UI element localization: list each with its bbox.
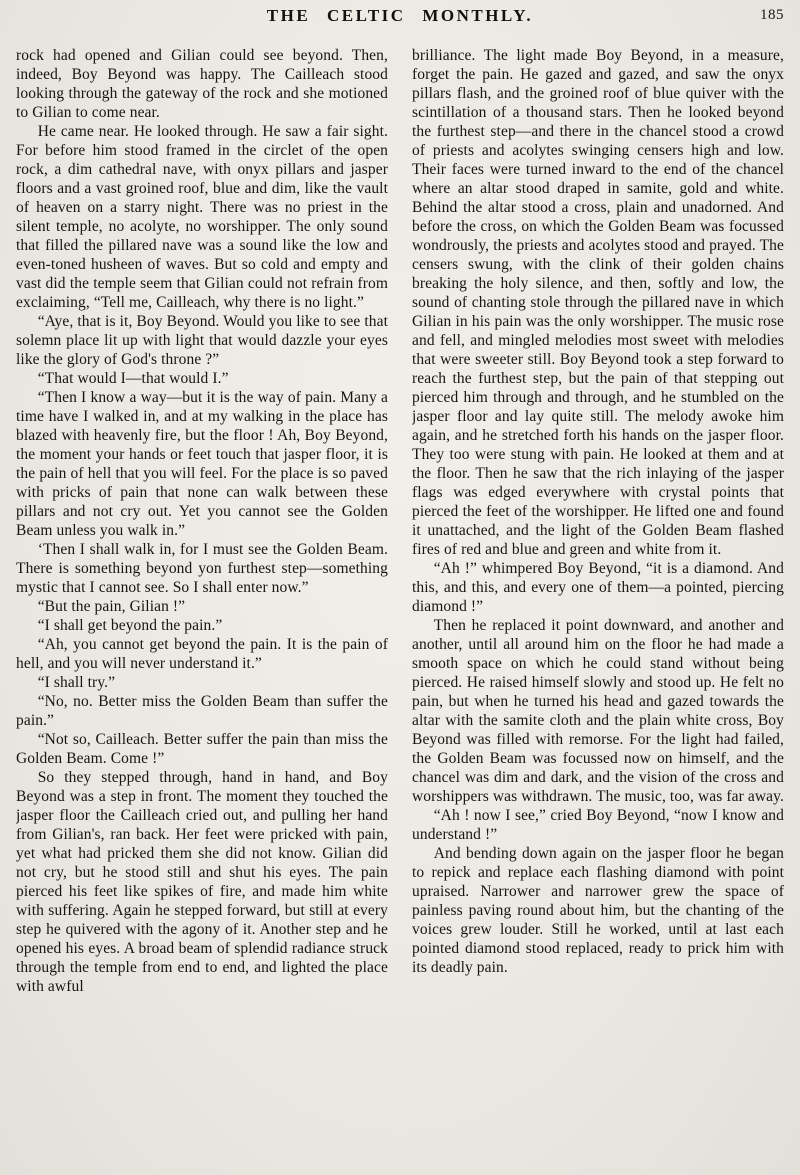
page-number: 185 — [760, 7, 784, 23]
paragraph: “Then I know a way—but it is the way of pain. Many a time have I walked in, and at my walking in the place has blazed with heavenly fire, but the floor ! Ah, Boy Beyond, the moment your hands or feet touch that jasper floor, it is the pain of hell that you will feel. For the place is so paved with pricks of pain that none can walk between these pillars and not cry out. Yet you cannot see the Golden Beam unless you walk in.” — [16, 389, 388, 539]
left-column — [16, 46, 388, 1166]
text-columns — [0, 36, 800, 1166]
paragraph: “That would I—that would I.” — [37, 370, 229, 387]
paragraph: ‘Then I shall walk in, for I must see the Golden Beam. There is something beyond yon furthest step—something mystic that I cannot see. So I shall enter now.” — [16, 541, 388, 596]
paragraph: He came near. He looked through. He saw a fair sight. For before him stood framed in the circlet of the open rock, a dim cathedral nave, with onyx pillars and jasper floors and a vast groined roof, blue and dim, like the vault of heaven on a starry night. There was no priest in the silent temple, no acolyte, no worshipper. The only sound that filled the pillared nave was a sound like the low and even-toned husheen of waves. But so cold and empty and vast did the temple seem that Gilian could not refrain from exclaiming, “Tell me, Cailleach, why there is no light.” — [16, 123, 388, 311]
paragraph: rock had opened and Gilian could see beyond. Then, indeed, Boy Beyond was happy. The Cailleach stood looking through the gateway of the rock and she motioned to Gilian to come near. — [16, 47, 388, 121]
paragraph: “No, no. Better miss the Golden Beam than suffer the pain.” — [16, 693, 388, 729]
page-header — [0, 0, 800, 36]
paragraph: “I shall try.” — [37, 674, 116, 691]
paragraph: And bending down again on the jasper floor he began to repick and replace each flashing diamond with point upraised. Narrower and narrower grew the space of painless paving round about him, but the chanting of the voices grew louder. Still he worked, until at last each pointed diamond stood replaced, ready to prick him with its deadly pain. — [412, 845, 784, 976]
paragraph: “Aye, that is it, Boy Beyond. Would you like to see that solemn place lit up with light that would dazzle your eyes like the glory of God's throne ?” — [16, 313, 388, 368]
paragraph: So they stepped through, hand in hand, and Boy Beyond was a step in front. The moment they touched the jasper floor the Cailleach cried out, and pulling her hand from Gilian's, ran back. Her feet were pricked with pain, yet what had pricked them she did not know. Gilian did not cry, but he stood still and shut his eyes. The pain pierced his feet like spikes of fire, and made him white with suffering. Again he stepped forward, but still at every step he quivered with the agony of it. Another step and he opened his eyes. A broad beam of splendid radiance struck through the temple from end to end, and lighted the place with awful — [16, 769, 388, 995]
paragraph: brilliance. The light made Boy Beyond, in a measure, forget the pain. He gazed and gazed, and saw the onyx pillars flash, and the groined roof of blue quiver with the scintillation of a thousand stars. Then he looked beyond the furthest step—and there in the chancel stood a crowd of priests and acolytes swinging censers high and low. Their faces were turned inward to the end of the chancel where an altar stood draped in samite, gold and white. Behind the altar stood a cross, plain and unadorned. And before the cross, on which the Golden Beam was focussed wondrously, the priests and acolytes stood and prayed. The censers swung, with the clink of their golden chains breaking the holy silence, and then, softly and low, the sound of chanting stole through the pillared nave in which Gilian in his pain was the only worshipper. The music rose and fell, and mingled melodies most sweet with melodies that were sweeter still. Boy Beyond took a step forward to reach the furthest step, but the pain of that stepping out pierced him through and through, and he stumbled on the jasper floor and lay quite still. The melody awoke him again, and he stretched forth his hands on the jasper floor. They too were stung with pain. He looked at them and at the floor. Then he saw that the rich inlaying of the jasper flags was edged everywhere with crystal points that pierced the feet of the worshipper. He lifted one and found it unattached, and the light of the Golden Beam flashed fires of red and blue and green and white from it. — [412, 47, 784, 558]
paragraph: Then he replaced it point downward, and another and another, until all around him on the floor he had made a smooth space on which he could stand without being pierced. He raised himself slowly and stood up. He felt no pain, but when he turned his head and gazed towards the altar with the samite cloth and the plain white cross, Boy Beyond was filled with remorse. For the light had failed, the Golden Beam was focussed now on himself, and the chancel was dim and dark, and the vision of the cross and worshippers was withdrawn. The music, too, was far away. — [412, 617, 784, 805]
paragraph: “Ah, you cannot get beyond the pain. It is the pain of hell, and you will never understand it.” — [16, 636, 388, 672]
journal-title: THE CELTIC MONTHLY. — [266, 6, 534, 25]
paragraph: “Not so, Cailleach. Better suffer the pain than miss the Golden Beam. Come !” — [16, 731, 388, 767]
right-column — [412, 46, 784, 1166]
paragraph: “But the pain, Gilian !” — [37, 598, 186, 615]
paragraph: “Ah ! now I see,” cried Boy Beyond, “now I know and understand !” — [412, 807, 784, 843]
paragraph: “Ah !” whimpered Boy Beyond, “it is a diamond. And this, and this, and every one of them—a pointed, piercing diamond !” — [412, 560, 784, 615]
paragraph: “I shall get beyond the pain.” — [37, 617, 223, 634]
